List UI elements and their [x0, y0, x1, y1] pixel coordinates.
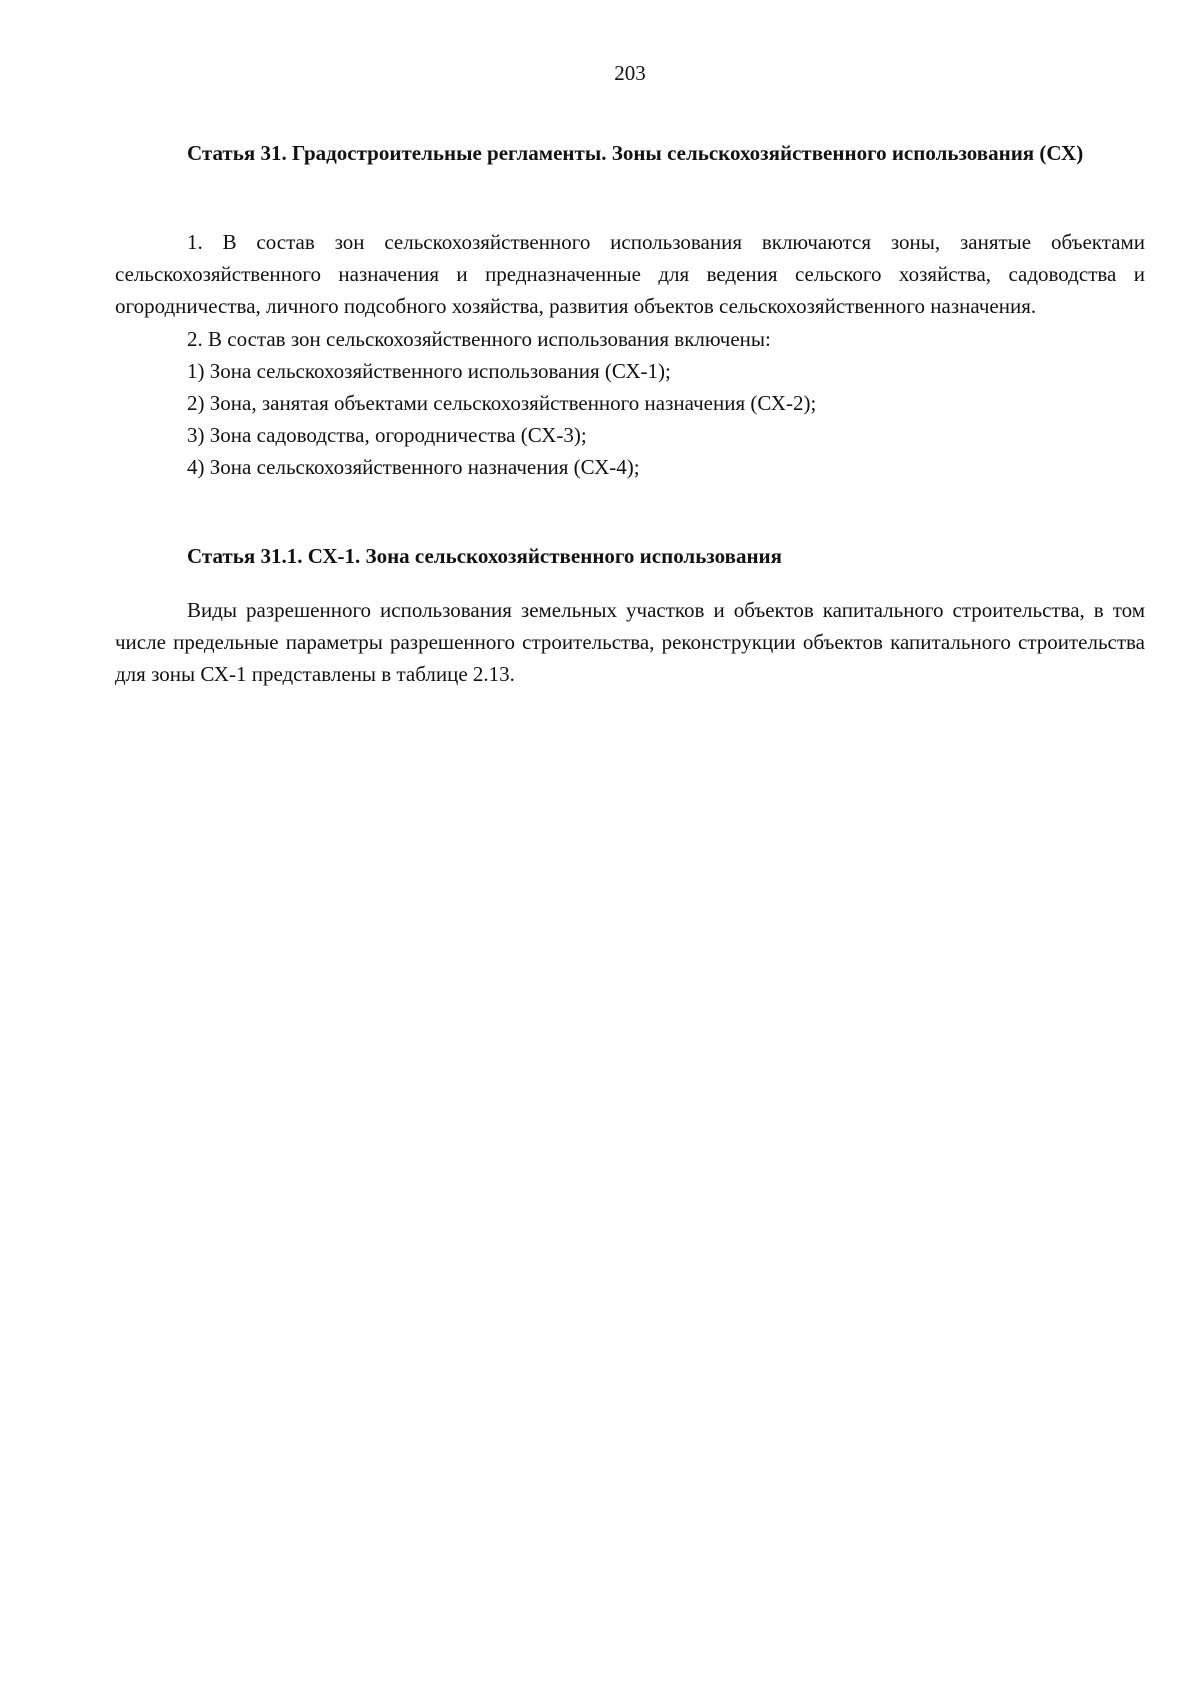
page-number: 203	[614, 61, 646, 85]
document-page	[115, 0, 1145, 1697]
zone-list-item-sx4: 4) Зона сельскохозяйственного назначения (СХ-4);	[187, 455, 640, 480]
zone-list-item-sx1: 1) Зона сельскохозяйственного использования (СХ-1);	[187, 358, 671, 383]
article-31-1-paragraph: Виды разрешенного использования земельных участков и объектов капитального строительства, в том числе предельные параметры разрешенного строительства, реконструкции объектов капитального строительства для зоны СХ-1 представлены в таблице 2.13.	[115, 598, 1145, 687]
zone-list-item-sx3: 3) Зона садоводства, огородничества (СХ-3);	[187, 423, 587, 448]
article-31-1-body	[115, 594, 1145, 691]
article-31-paragraph-2: 2. В состав зон сельскохозяйственного использования включены:	[187, 326, 771, 351]
article-31-paragraph-1: 1. В состав зон сельскохозяйственного использования включаются зоны, занятые объектами сельскохозяйственного назначения и предназначенные для ведения сельского хозяйства, садоводства и огородничества, личного подсобного хозяйства, развития объектов сельскохозяйственного назначения.	[115, 230, 1145, 319]
article-31-1-heading: Статья 31.1. СХ-1. Зона сельскохозяйственного использования	[187, 544, 783, 568]
article-31-body	[115, 226, 1145, 484]
article-31-heading: Статья 31. Градостроительные регламенты. Зоны сельскохозяйственного использования (СХ)	[187, 141, 1084, 165]
zone-list-item-sx2: 2) Зона, занятая объектами сельскохозяйственного назначения (СХ-2);	[187, 391, 817, 416]
